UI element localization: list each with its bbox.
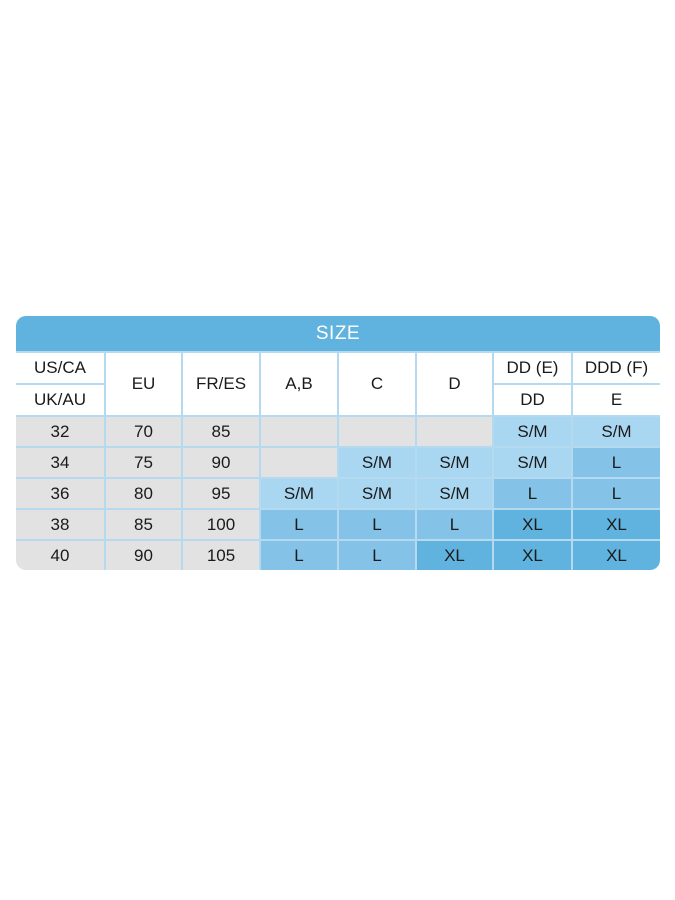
table-row	[16, 478, 660, 509]
size-table	[16, 351, 660, 570]
band-cell: 75	[105, 447, 182, 478]
size-title: SIZE	[315, 322, 361, 344]
header-uk-e: E	[572, 384, 660, 416]
header-cup-ab: A,B	[260, 352, 338, 416]
band-cell: 70	[105, 416, 182, 447]
cup-size-cell: L	[416, 509, 493, 540]
cup-size-cell: L	[493, 478, 572, 509]
header-cup-ddd-f: DDD (F)	[572, 352, 660, 384]
size-chart	[16, 316, 660, 570]
header-us-ca: US/CA	[16, 352, 105, 384]
header-cup-dd-e: DD (E)	[493, 352, 572, 384]
cup-size-cell: XL	[572, 509, 660, 540]
cup-size-cell: L	[572, 447, 660, 478]
cup-size-cell: S/M	[338, 447, 416, 478]
cup-size-cell: S/M	[572, 416, 660, 447]
band-cell: 32	[16, 416, 105, 447]
table-row	[16, 447, 660, 478]
cup-size-cell	[260, 447, 338, 478]
band-cell: 90	[182, 447, 260, 478]
header-row-1	[16, 352, 660, 384]
cup-size-cell: S/M	[493, 447, 572, 478]
band-cell: 34	[16, 447, 105, 478]
cup-size-cell: XL	[493, 540, 572, 570]
header-cup-c: C	[338, 352, 416, 416]
band-cell: 105	[182, 540, 260, 570]
band-cell: 36	[16, 478, 105, 509]
cup-size-cell: S/M	[493, 416, 572, 447]
cup-size-cell: L	[260, 540, 338, 570]
table-row	[16, 509, 660, 540]
header-uk-au: UK/AU	[16, 384, 105, 416]
band-cell: 85	[105, 509, 182, 540]
table-row	[16, 416, 660, 447]
band-cell: 100	[182, 509, 260, 540]
cup-size-cell: L	[338, 540, 416, 570]
header-eu: EU	[105, 352, 182, 416]
cup-size-cell: S/M	[416, 447, 493, 478]
table-row	[16, 540, 660, 570]
cup-size-cell	[260, 416, 338, 447]
cup-size-cell: L	[572, 478, 660, 509]
size-title-bar	[16, 316, 660, 351]
band-cell: 38	[16, 509, 105, 540]
cup-size-cell	[416, 416, 493, 447]
cup-size-cell: L	[260, 509, 338, 540]
band-cell: 80	[105, 478, 182, 509]
band-cell: 90	[105, 540, 182, 570]
cup-size-cell: XL	[572, 540, 660, 570]
cup-size-cell: L	[338, 509, 416, 540]
band-cell: 40	[16, 540, 105, 570]
cup-size-cell: XL	[416, 540, 493, 570]
cup-size-cell: S/M	[338, 478, 416, 509]
cup-size-cell: S/M	[260, 478, 338, 509]
header-cup-d: D	[416, 352, 493, 416]
header-uk-dd: DD	[493, 384, 572, 416]
cup-size-cell	[338, 416, 416, 447]
band-cell: 95	[182, 478, 260, 509]
cup-size-cell: XL	[493, 509, 572, 540]
cup-size-cell: S/M	[416, 478, 493, 509]
header-fr-es: FR/ES	[182, 352, 260, 416]
band-cell: 85	[182, 416, 260, 447]
